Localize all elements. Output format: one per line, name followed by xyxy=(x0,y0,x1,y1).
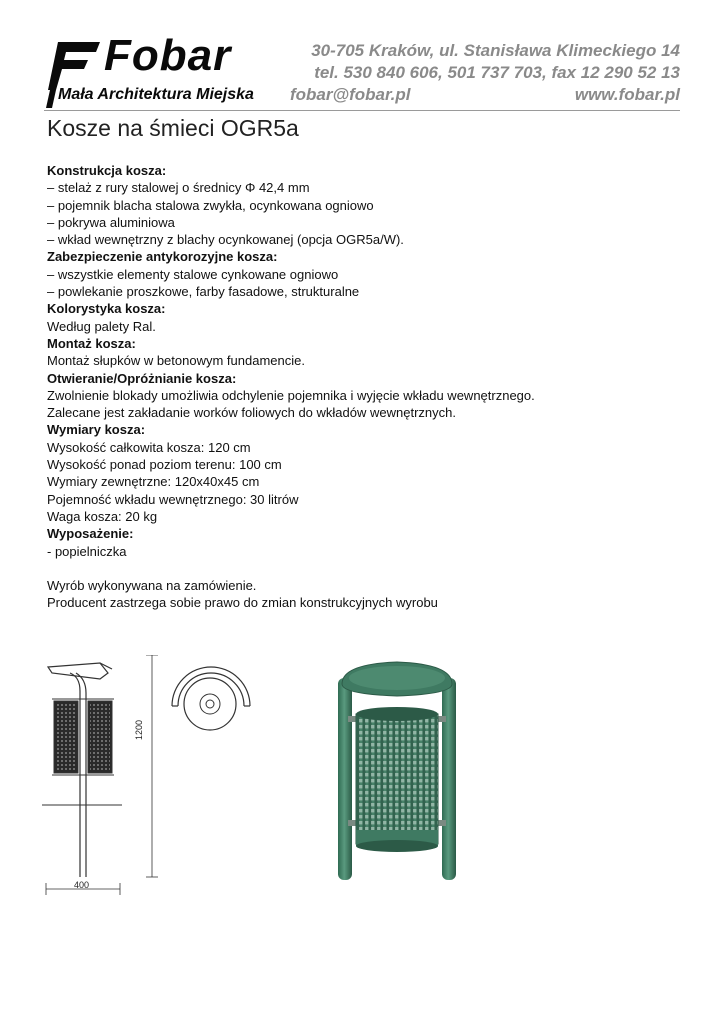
spec-line: Wysokość ponad poziom terenu: 100 cm xyxy=(47,457,282,473)
spec-line: Według palety Ral. xyxy=(47,318,156,334)
page-title: Kosze na śmieci OGR5a xyxy=(47,115,299,141)
spec-line: – pojemnik blacha stalowa zwykła, ocynkowana ogniowo xyxy=(47,197,374,213)
section-heading: Konstrukcja kosza: xyxy=(47,163,167,178)
spec-line: – stelaż z rury stalowej o średnicy Φ 42,4 mm xyxy=(47,180,310,196)
top-view-drawing xyxy=(168,662,254,742)
section-heading: Wymiary kosza: xyxy=(47,422,146,438)
spec-line: – pokrywa aluminiowa xyxy=(47,214,175,230)
website-link[interactable]: www.fobar.pl xyxy=(574,85,680,104)
spec-line: Waga kosza: 20 kg xyxy=(47,508,158,524)
height-dimension-label: 1200 xyxy=(134,719,144,740)
side-view-drawing xyxy=(40,655,170,900)
spec-line: - popielniczka xyxy=(47,543,127,559)
spec-line: Zwolnienie blokady umożliwia odchylenie pojemnika i wyjęcie wkładu wewnętrznego. xyxy=(47,387,535,403)
header-divider xyxy=(44,110,680,111)
spec-line: – powlekanie proszkowe, farby fasadowe, strukturalne xyxy=(47,284,360,300)
footer-note: Producent zastrzega sobie prawo do zmian konstrukcyjnych wyrobu xyxy=(47,595,438,611)
contact-block xyxy=(290,40,680,106)
spec-line: Montaż słupków w betonowym fundamencie. xyxy=(47,353,305,369)
spec-line: Wymiary zewnętrzne: 120x40x45 cm xyxy=(47,474,260,490)
address: 30-705 Kraków, ul. Stanisława Klimeckiego 14 xyxy=(311,41,680,60)
width-dimension-label: 400 xyxy=(74,880,90,890)
section-heading: Montaż kosza: xyxy=(47,335,136,351)
spec-line: Wysokość całkowita kosza: 120 cm xyxy=(47,439,251,455)
spec-line: – wszystkie elementy stalowe cynkowane ogniowo xyxy=(47,266,339,282)
brand-name: Fobar xyxy=(104,31,232,80)
spec-line: Zalecane jest zakładanie worków foliowych do wkładów wewnętrznych. xyxy=(47,405,456,421)
section-heading: Wyposażenie: xyxy=(47,526,134,542)
phones: tel. 530 840 606, 501 737 703, fax 12 290 52 13 xyxy=(314,63,680,82)
brand-tagline: Mała Architektura Miejska xyxy=(58,86,254,103)
email-link[interactable]: fobar@fobar.pl xyxy=(290,85,411,104)
company-logo xyxy=(44,31,274,110)
email-web-row xyxy=(290,84,680,106)
product-illustration xyxy=(334,658,460,884)
spec-line: – wkład wewnętrzny z blachy ocynkowanej (opcja OGR5a/W). xyxy=(47,232,404,248)
spec-content xyxy=(47,162,687,611)
footer-note: Wyrób wykonywana na zamówienie. xyxy=(47,577,257,593)
section-heading: Zabezpieczenie antykorozyjne kosza: xyxy=(47,249,278,265)
spec-line: Pojemność wkładu wewnętrznego: 30 litrów xyxy=(47,491,299,507)
section-heading: Otwieranie/Opróżnianie kosza: xyxy=(47,370,237,386)
section-heading: Kolorystyka kosza: xyxy=(47,301,166,317)
